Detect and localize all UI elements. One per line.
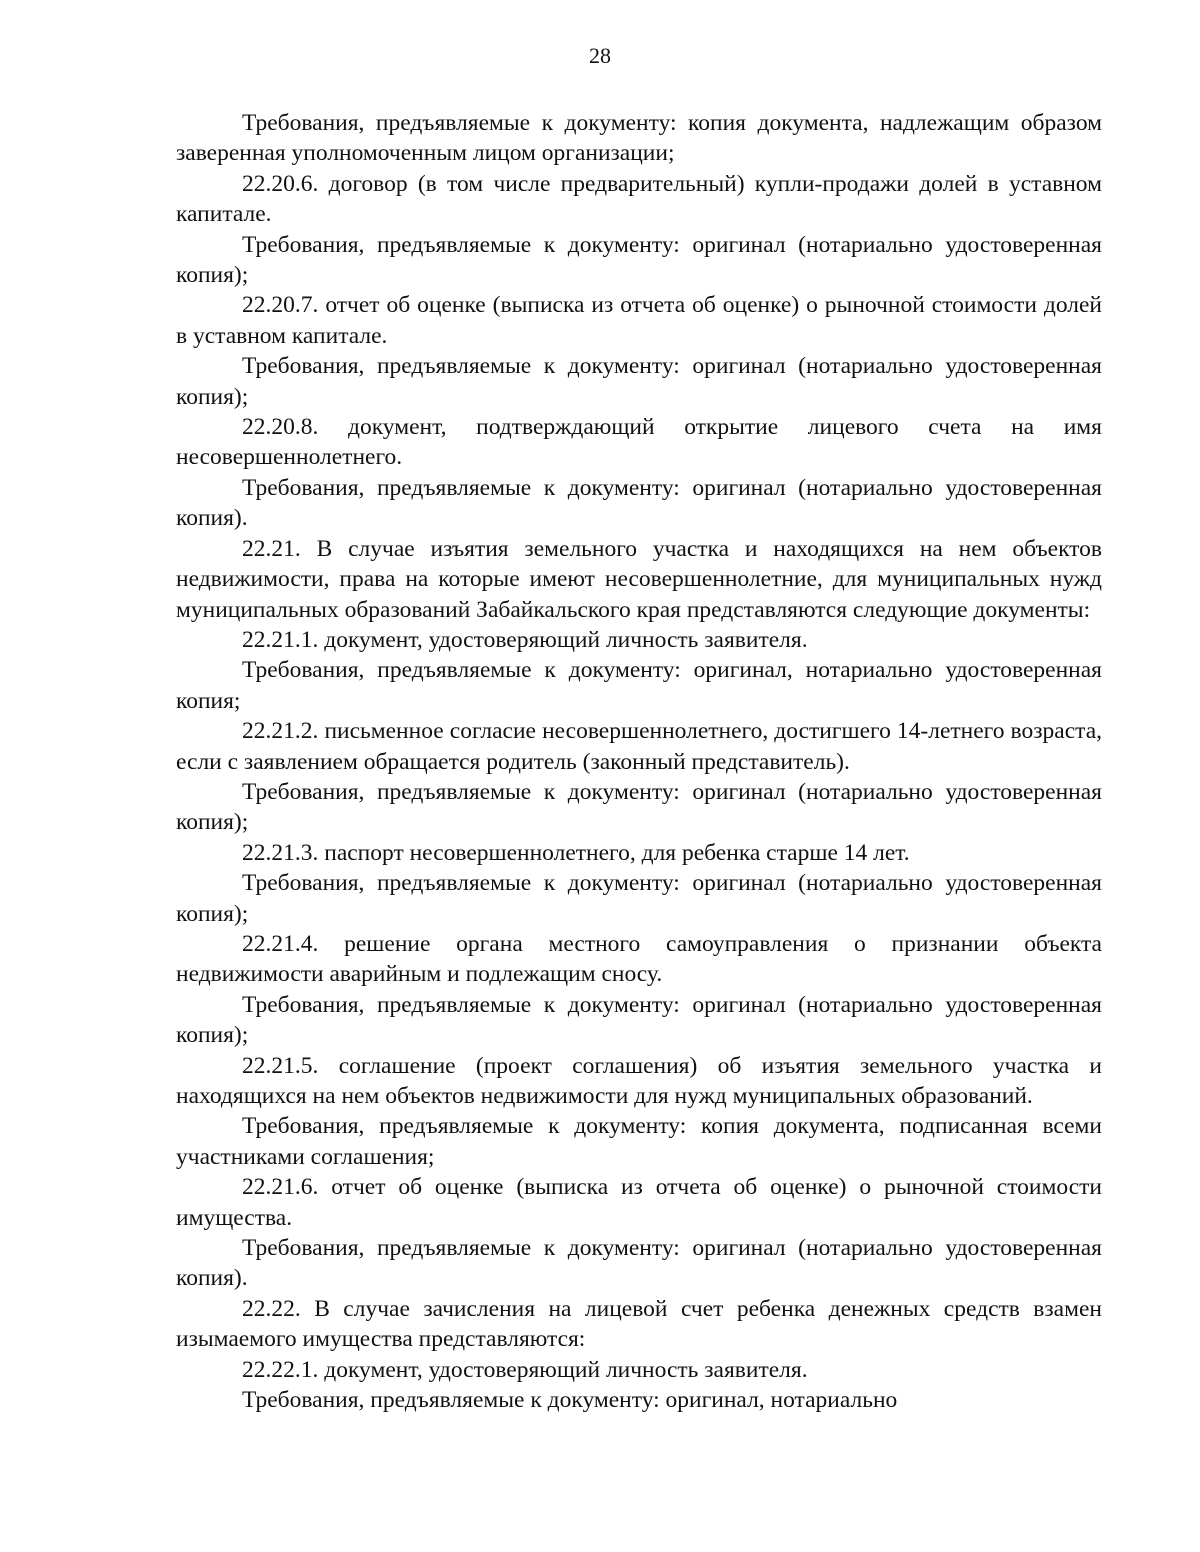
paragraph-22-22-1: 22.22.1. документ, удостоверяющий личность заявителя. bbox=[242, 1356, 808, 1383]
paragraph-requirements: Требования, предъявляемые к документу: оригинал (нотариально удостоверенная копия); bbox=[176, 991, 1102, 1049]
paragraph-requirements: Требования, предъявляемые к документу: оригинал, нотариально bbox=[242, 1387, 898, 1414]
paragraph-requirements: Требования, предъявляемые к документу: оригинал (нотариально удостоверенная копия); bbox=[176, 778, 1102, 836]
paragraph-22-21-5: 22.21.5. соглашение (проект соглашения) об изъятия земельного участка и находящихся на нем объектов недвижимости для нужд муниципальных образований. bbox=[176, 1052, 1102, 1109]
paragraph-22-20-7: 22.20.7. отчет об оценке (выписка из отчета об оценке) о рыночной стоимости долей в уставном капитале. bbox=[176, 292, 1102, 349]
paragraph-22-21: 22.21. В случае изъятия земельного участка и находящихся на нем объектов недвижимости, права на которые имеют несовершеннолетние, для муниципальных нужд муниципальных образований Забайкальского края представляются следующие документы: bbox=[176, 535, 1102, 623]
paragraph-22-20-6: 22.20.6. договор (в том числе предварительный) купли-продажи долей в уставном капитале. bbox=[176, 170, 1102, 228]
paragraph-22-22: 22.22. В случае зачисления на лицевой счет ребенка денежных средств взамен изымаемого имущества представляются: bbox=[176, 1295, 1102, 1353]
paragraph-22-21-2: 22.21.2. письменное согласие несовершеннолетнего, достигшего 14-летнего возраста, если с заявлением обращается родитель (законный представитель). bbox=[176, 718, 1102, 775]
paragraph-22-20-8: 22.20.8. документ, подтверждающий открытие лицевого счета на имя несовершеннолетнего. bbox=[176, 414, 1102, 471]
paragraph-requirements: Требования, предъявляемые к документу: оригинал (нотариально удостоверенная копия); bbox=[176, 231, 1102, 289]
paragraph-requirements: Требования, предъявляемые к документу: копия документа, подписанная всеми участниками соглашения; bbox=[176, 1113, 1102, 1170]
paragraph-requirements: Требования, предъявляемые к документу: оригинал (нотариально удостоверенная копия); bbox=[176, 870, 1102, 927]
paragraph-22-21-1: 22.21.1. документ, удостоверяющий личность заявителя. bbox=[242, 626, 808, 653]
paragraph-22-21-6: 22.21.6. отчет об оценке (выписка из отчета об оценке) о рыночной стоимости имущества. bbox=[176, 1174, 1102, 1231]
paragraph-requirements: Требования, предъявляемые к документу: оригинал (нотариально удостоверенная копия); bbox=[176, 353, 1102, 410]
paragraph-requirements: Требования, предъявляемые к документу: оригинал (нотариально удостоверенная копия). bbox=[176, 474, 1102, 532]
paragraph-22-21-3: 22.21.3. паспорт несовершеннолетнего, для ребенка старше 14 лет. bbox=[242, 839, 910, 866]
document-body bbox=[176, 108, 1102, 1415]
paragraph-requirements: Требования, предъявляемые к документу: оригинал, нотариально удостоверенная копия; bbox=[176, 657, 1102, 714]
paragraph-requirements: Требования, предъявляемые к документу: копия документа, надлежащим образом заверенная уполномоченным лицом организации; bbox=[176, 110, 1102, 167]
paragraph-requirements: Требования, предъявляемые к документу: оригинал (нотариально удостоверенная копия). bbox=[176, 1235, 1102, 1292]
page-number: 28 bbox=[589, 43, 611, 68]
paragraph-22-21-4: 22.21.4. решение органа местного самоуправления о признании объекта недвижимости аварийным и подлежащим сносу. bbox=[176, 930, 1102, 988]
